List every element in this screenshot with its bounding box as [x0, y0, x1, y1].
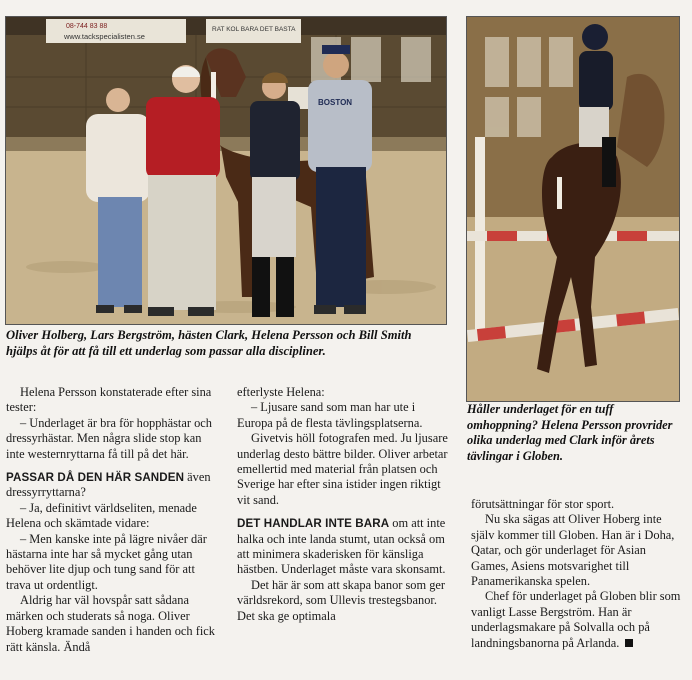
- person-bill-smith: [308, 45, 372, 314]
- paragraph: Givetvis höll fotografen med. Ju ljusare underlag desto bättre bilder. Oliver arbetar emellertid med material från platsen och Sverige har efter sina istider ingen riktigt vit sand.: [237, 431, 448, 507]
- paragraph-final: Chef för underlaget på Globen blir som vanligt Lasse Bergström. Han är underlagsmakare på Solvalla och på landningsbanorna på Arlanda.: [471, 589, 681, 650]
- sign-slogan: RAT KOL BARA DET BASTA: [212, 26, 296, 33]
- group-photo-illustration: [6, 17, 446, 324]
- person-lars-bergstrom: [146, 65, 220, 316]
- paragraph: – Ja, definitivt världseliten, menade Helena och skämtade vidare:: [6, 500, 197, 531]
- article-column-3: [471, 497, 683, 651]
- paragraph: efterlyste Helena:: [237, 385, 325, 399]
- paragraph: Aldrig har väl hovspår satt sådana märken och studerats så noga. Oliver Hoberg kramade sanden i handen och fick rätt känsla. Ändå: [6, 593, 215, 654]
- subheading-paragraph: PASSAR DÅ DEN HÄR SANDEN även dressyrryttarna?: [6, 470, 211, 500]
- subheading: DET HANDLAR INTE BARA: [237, 517, 390, 531]
- paragraph: Helena Persson konstaterade efter sina tester:: [6, 385, 212, 415]
- caption-group-photo: Oliver Holberg, Lars Bergström, hästen Clark, Helena Persson och Bill Smith hjälps åt för att få till ett underlag som passar alla discipliner.: [6, 328, 412, 358]
- caption-jumping-photo: Håller underlaget för en tuff omhoppning? Helena Persson provrider olika underlag med Clark inför årets tävlingar i Globen.: [467, 402, 673, 463]
- photo-group-with-horse: [5, 16, 447, 325]
- paragraph: Nu ska sägas att Oliver Hoberg inte själv kommer till Globen. Han är i Doha, Qatar, och gör underlaget för Asian Games, Asiens motsvarighet till Panamerikanska spelen.: [471, 512, 675, 589]
- paragraph: – Underlaget är bra för hopphästar och dressyrhästar. Men några slide stop kan inte westernryttarna få till på det här.: [6, 415, 212, 461]
- shirt-text: BOSTON: [318, 98, 353, 107]
- paragraph: – Ljusare sand som man har ute i Europa på de flesta tävlingsplatserna.: [237, 400, 423, 430]
- sign-url: www.tackspecialisten.se: [64, 32, 145, 41]
- subheading-paragraph: DET HANDLAR INTE BARA om att inte halka och inte landa stumt, utan också om att minimera skaderisken för känsliga hästben. Underlaget måste vara skonsamt.: [237, 516, 446, 577]
- end-mark-icon: [625, 639, 633, 647]
- paragraph: Det här är som att skapa banor som ger världsrekord, som Ullevis trestegsbanor. Det ska ge optimala: [237, 577, 446, 623]
- paragraph: förutsättningar för stor sport.: [471, 497, 615, 511]
- subheading: PASSAR DÅ DEN HÄR SANDEN: [6, 471, 185, 485]
- photo-show-jumping: [466, 16, 680, 402]
- article-column-1: [6, 385, 220, 655]
- article-column-2: [237, 385, 451, 624]
- sign-phone: 08-744 83 88: [66, 23, 108, 30]
- jumping-photo-illustration: [467, 17, 679, 401]
- paragraph: – Men kanske inte på lägre nivåer där hästarna inte har så mycket gång utan behöver lite djup och tung sand för att trava ut ordentligt.: [6, 531, 207, 592]
